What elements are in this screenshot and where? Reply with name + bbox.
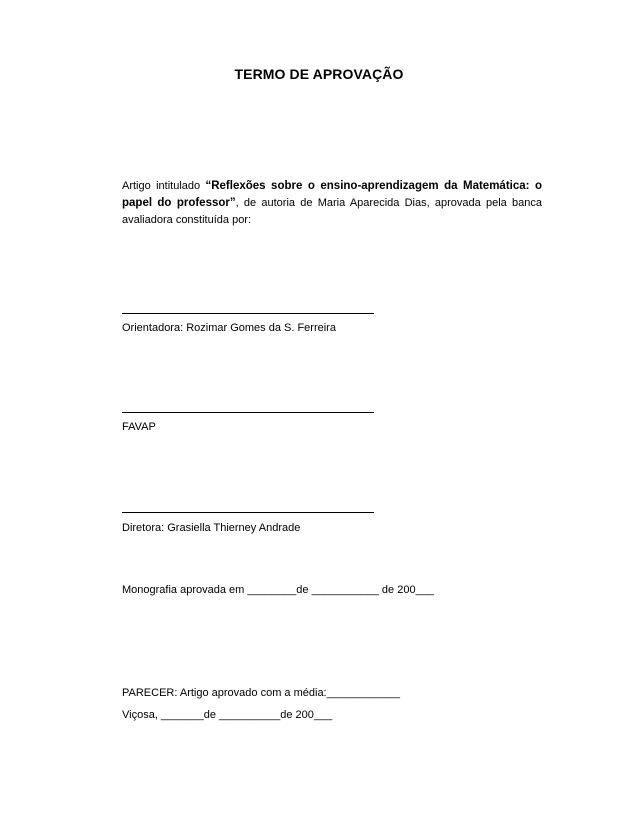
parecer-line: PARECER: Artigo aprovado com a média:____________: [122, 687, 401, 699]
signature-line-3: [122, 512, 374, 513]
intro-prefix: Artigo intitulado: [122, 180, 206, 192]
article-title: “Reflexões sobre o ensino-aprendizagem da Matemática: o papel do professor”: [122, 180, 542, 209]
approval-date-line: Monografia aprovada em ________de ___________ de 200___: [122, 584, 434, 596]
place-date-line: Viçosa, _______de __________de 200___: [122, 709, 333, 721]
signature-line-1: [122, 313, 374, 314]
signature-label-diretora: Diretora: Grasiella Thierney Andrade: [122, 522, 301, 534]
signature-line-2: [122, 412, 374, 413]
signature-label-favap: FAVAP: [122, 421, 156, 433]
page-title: TERMO DE APROVAÇÃO: [234, 66, 404, 82]
intro-suffix: , de autoria de Maria Aparecida Dias, aprovada pela banca avaliadora constituída por:: [122, 197, 542, 226]
signature-label-orientadora: Orientadora: Rozimar Gomes da S. Ferreira: [122, 322, 336, 334]
intro-paragraph: [122, 178, 542, 229]
